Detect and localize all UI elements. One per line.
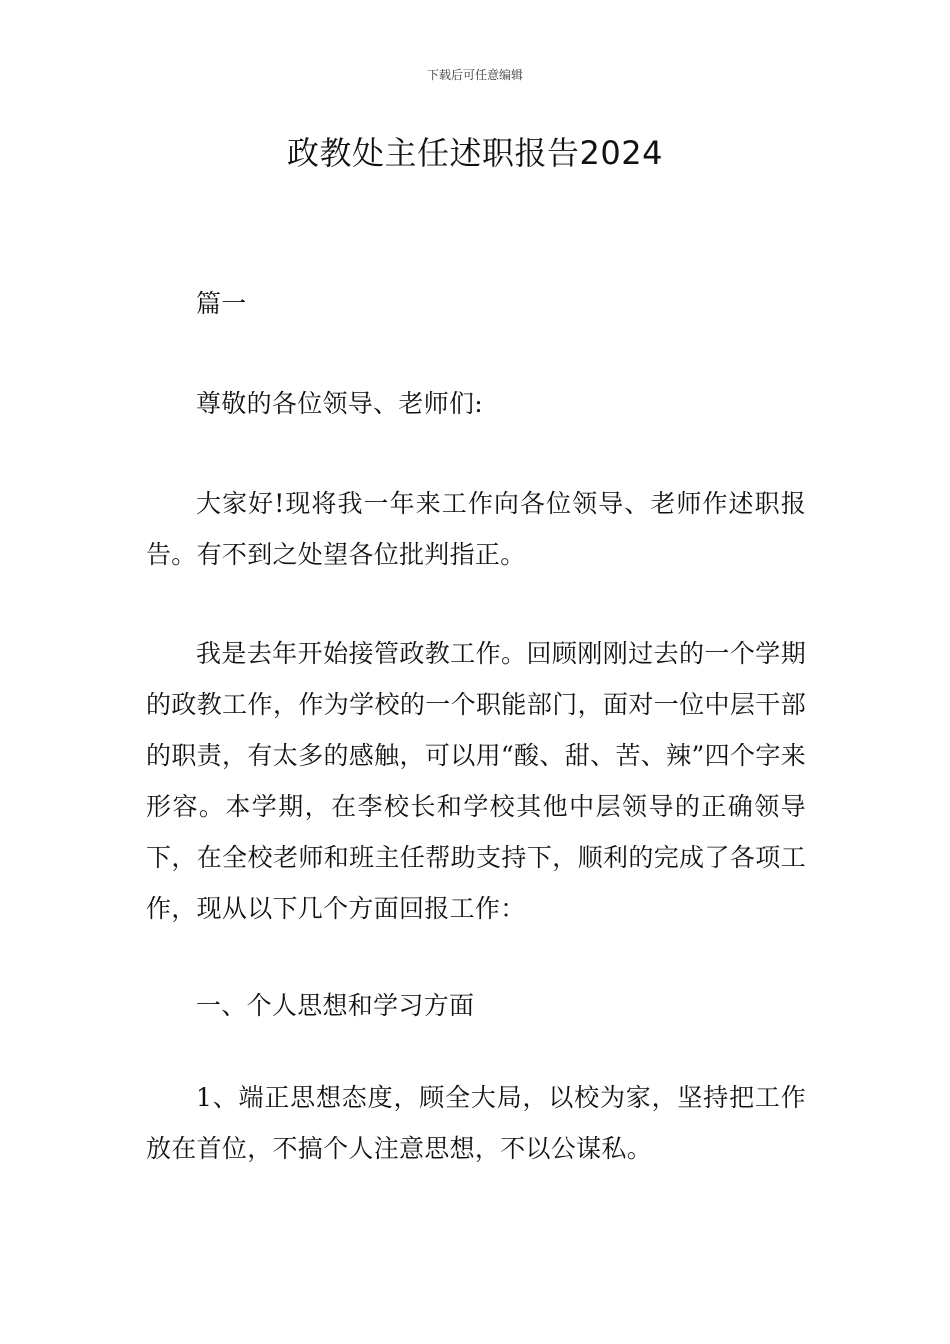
- main-paragraph: 我是去年开始接管政教工作。回顾刚刚过去的一个学期的政教工作，作为学校的一个职能部门，面对一位中层干部的职责，有太多的感触，可以用“酸、甜、苦、辣”四个字来形容。本学期，在李校长和学校其他中层领导的正确领导下，在全校老师和班主任帮助支持下，顺利的完成了各项工作，现从以下几个方面回报工作：: [146, 639, 806, 923]
- section-heading: 一、个人思想和学习方面: [196, 991, 475, 1020]
- section-label: 篇一: [196, 289, 247, 318]
- document-title: 政教处主任述职报告2024: [287, 134, 663, 172]
- greeting-paragraph: 尊敬的各位领导、老师们:: [196, 389, 484, 418]
- intro-paragraph: 大家好!现将我一年来工作向各位领导、老师作述职报告。有不到之处望各位批判指正。: [146, 489, 806, 569]
- header-note: 下载后可任意编辑: [426, 68, 523, 82]
- list-item-paragraph: 1、端正思想态度，顾全大局，以校为家，坚持把工作放在首位，不搞个人注意思想，不以公谋私。: [146, 1083, 806, 1163]
